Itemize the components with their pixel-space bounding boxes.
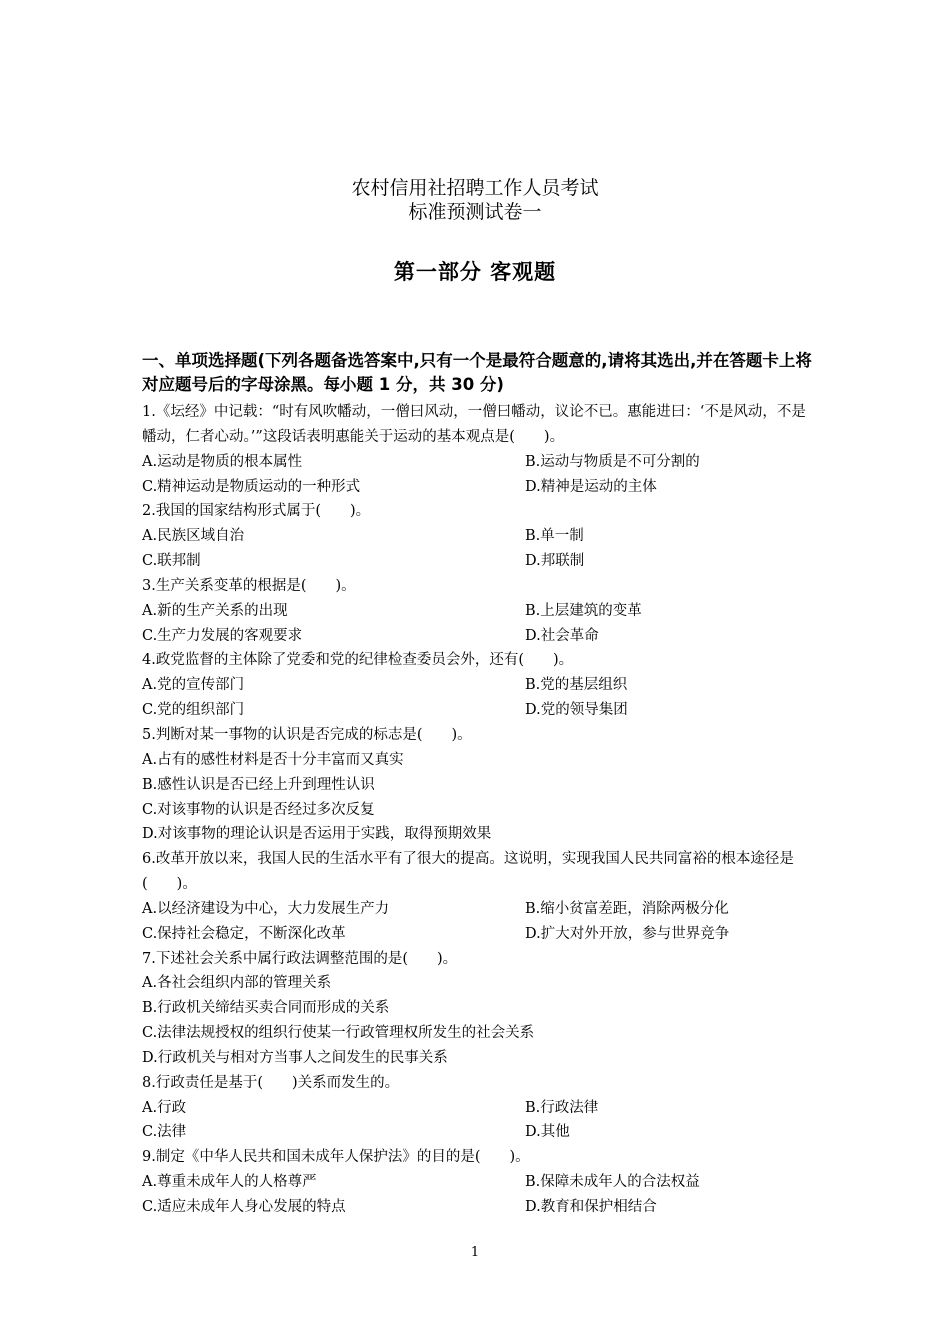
question-8-options-row1: [142, 1096, 817, 1121]
question-6-options-row2: [142, 922, 817, 947]
question-1-option-d: D.精神是运动的主体: [525, 478, 657, 495]
question-2-option-a: A.民族区域自治: [142, 528, 245, 545]
question-3-option-d: D.社会革命: [525, 627, 599, 644]
question-3-stem: 3.生产关系变革的根据是( )。: [142, 577, 356, 594]
question-6-option-d: D.扩大对外开放，参与世界竞争: [525, 925, 730, 942]
question-1-options-row1: [142, 450, 817, 475]
question-9-option-c: C.适应未成年人身心发展的特点: [142, 1199, 346, 1215]
question-9-option-b: B.保障未成年人的合法权益: [525, 1174, 700, 1191]
question-7-option-a: A.各社会组织内部的管理关系: [142, 975, 332, 992]
question-8-option-c: C.法律: [142, 1124, 187, 1141]
question-2-option-b: B.单一制: [525, 528, 584, 545]
question-7-option-c: C.法律法规授权的组织行使某一行政管理权所发生的社会关系: [142, 1025, 535, 1042]
question-9-options-row1: [142, 1170, 817, 1195]
question-8-options-row2: [142, 1120, 817, 1145]
question-4-option-b: B.党的基层组织: [525, 677, 628, 694]
question-2-options-row1: [142, 524, 817, 549]
question-2-options-row2: [142, 549, 817, 574]
question-4-stem: 4.政党监督的主体除了党委和党的纪律检查委员会外，还有( )。: [142, 652, 574, 669]
question-2-stem: 2.我国的国家结构形式属于( )。: [142, 503, 371, 520]
question-4-option-d: D.党的领导集团: [525, 702, 628, 719]
question-7-stem: 7.下述社会关系中属行政法调整范围的是( )。: [142, 950, 458, 967]
question-4-options-row1: [142, 673, 817, 698]
part-title: 第一部分 客观题: [393, 259, 557, 284]
page-number: 1: [470, 1245, 480, 1260]
question-9-options-row2: [142, 1195, 817, 1220]
question-9-option-d: D.教育和保护相结合: [525, 1199, 657, 1215]
question-2-option-c: C.联邦制: [142, 553, 201, 570]
question-3-option-c: C.生产力发展的客观要求: [142, 627, 303, 644]
question-8-option-a: A.行政: [142, 1099, 187, 1116]
question-1-options-row2: [142, 475, 817, 500]
question-5-option-a: A.占有的感性材料是否十分丰富而又真实: [142, 751, 404, 768]
question-6-options-row1: [142, 897, 817, 922]
question-5-option-b: B.感性认识是否已经上升到理性认识: [142, 776, 375, 793]
question-3-options-row2: [142, 624, 817, 649]
question-9-stem: 9.制定《中华人民共和国未成年人保护法》的目的是( )。: [142, 1149, 530, 1166]
section-heading: 一、单项选择题(下列各题备选答案中,只有一个是最符合题意的,请将其选出,并在答题卡上将对应题号后的字母涂黑。每小题 1 分，共 30 分): [142, 351, 812, 394]
question-1-option-c: C.精神运动是物质运动的一种形式: [142, 478, 361, 495]
question-6-option-b: B.缩小贫富差距，消除两极分化: [525, 900, 729, 917]
exam-title: 农村信用社招聘工作人员考试: [351, 177, 599, 199]
question-3-option-b: B.上层建筑的变革: [525, 602, 642, 619]
question-3-option-a: A.新的生产关系的出现: [142, 602, 288, 619]
question-6-stem: 6.改革开放以来，我国人民的生活水平有了很大的提高。这说明，实现我国人民共同富裕的根本途径是( )。: [142, 851, 794, 893]
question-1-option-b: B.运动与物质是不可分割的: [525, 453, 700, 470]
question-1-stem: 1.《坛经》中记载：“时有风吹幡动，一僧曰风动，一僧曰幡动，议论不已。惠能进曰：‘不是风动，不是幡动，仁者心动。’”这段话表明惠能关于运动的基本观点是( )。: [142, 404, 806, 445]
question-5-option-d: D.对该事物的理论认识是否运用于实践，取得预期效果: [142, 826, 492, 843]
question-5-stem: 5.判断对某一事物的认识是否完成的标志是( )。: [142, 726, 472, 743]
questions-body: [142, 400, 817, 1220]
question-7-option-d: D.行政机关与相对方当事人之间发生的民事关系: [142, 1049, 448, 1066]
question-2-option-d: D.邦联制: [525, 553, 585, 570]
question-8-option-d: D.其他: [525, 1124, 570, 1141]
question-9-option-a: A.尊重未成年人的人格尊严: [142, 1174, 317, 1191]
question-7-option-b: B.行政机关缔结买卖合同而形成的关系: [142, 1000, 390, 1017]
question-4-options-row2: [142, 698, 817, 723]
question-4-option-a: A.党的宣传部门: [142, 677, 245, 694]
question-3-options-row1: [142, 599, 817, 624]
question-8-option-b: B.行政法律: [525, 1099, 599, 1116]
question-1-option-a: A.运动是物质的根本属性: [142, 453, 303, 470]
question-8-stem: 8.行政责任是基于( )关系而发生的。: [142, 1074, 400, 1091]
exam-subtitle: 标准预测试卷一: [408, 201, 542, 223]
question-4-option-c: C.党的组织部门: [142, 702, 245, 719]
question-6-option-a: A.以经济建设为中心，大力发展生产力: [142, 900, 390, 917]
question-6-option-c: C.保持社会稳定，不断深化改革: [142, 925, 346, 942]
question-5-option-c: C.对该事物的认识是否经过多次反复: [142, 801, 375, 818]
